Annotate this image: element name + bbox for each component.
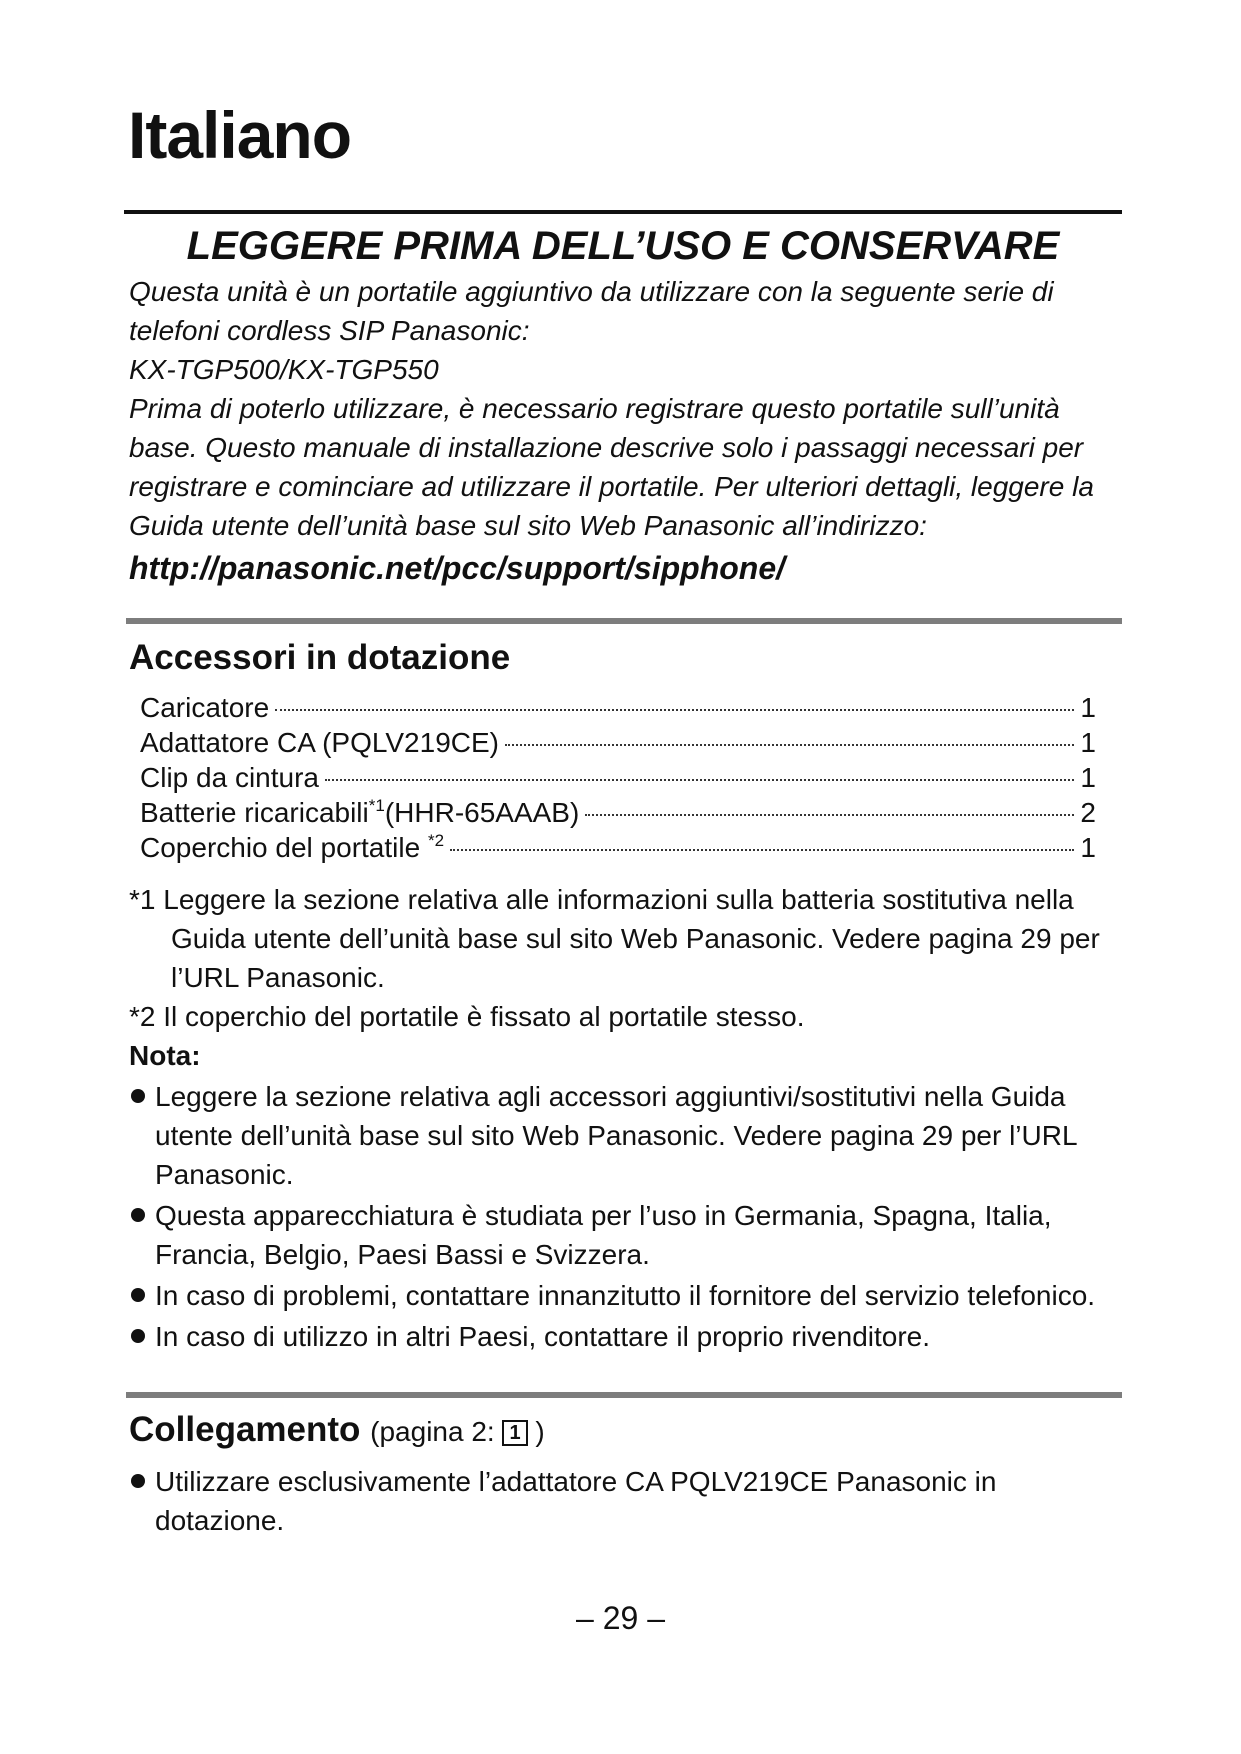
accessory-name: Coperchio del portatile [140, 832, 428, 863]
accessory-item [140, 795, 1096, 830]
title-divider [124, 210, 1122, 214]
note-bullet: Leggere la sezione relativa agli accessori aggiuntivi/sostitutivi nella Guida utente dell’unità base sul sito Web Panasonic. Vedere pagina 29 per l’URL Panasonic. [129, 1077, 1125, 1194]
section-divider [126, 618, 1122, 624]
footnote-marker: *1 [368, 796, 385, 815]
accessory-qty: 1 [1080, 762, 1096, 793]
figure-number-box: 1 [502, 1420, 527, 1446]
footnote: *1 Leggere la sezione relativa alle informazioni sulla batteria sostitutiva nella Guida utente dell’unità base sul sito Web Panasonic. Vedere pagina 29 per l’URL Panasonic. [129, 884, 1100, 993]
section-divider [126, 1392, 1122, 1398]
accessory-model: (HHR-65AAAB) [384, 797, 580, 828]
intro-line: Questa unità è un portatile aggiuntivo da utilizzare con la seguente serie di [129, 276, 1054, 307]
note-bullet: In caso di problemi, contattare innanzitutto il fornitore del servizio telefonico. [129, 1276, 1125, 1315]
accessory-item [140, 725, 1096, 760]
support-url[interactable]: http://panasonic.net/pcc/support/sipphone/ [129, 550, 786, 586]
intro-line: telefoni cordless SIP Panasonic: [129, 315, 530, 346]
page-ref-suffix: ) [535, 1416, 545, 1447]
connection-heading [129, 1408, 545, 1454]
accessory-item [140, 760, 1096, 795]
dot-leader [585, 814, 1074, 816]
note-bullet: In caso di utilizzo in altri Paesi, contattare il proprio rivenditore. [129, 1317, 1125, 1356]
intro-line: registrare e cominciare ad utilizzare il portatile. Per ulteriori dettagli, leggere la [129, 471, 1094, 502]
dot-leader [505, 744, 1074, 746]
dot-leader [275, 709, 1074, 711]
accessories-list [140, 690, 1096, 865]
accessories-notes [129, 880, 1125, 1356]
intro-heading: LEGGERE PRIMA DELL’USO E CONSERVARE [186, 224, 1060, 268]
intro-line: KX-TGP500/KX-TGP550 [129, 354, 439, 385]
accessory-qty: 1 [1080, 832, 1096, 863]
dot-leader [325, 779, 1074, 781]
accessory-name: Caricatore [140, 692, 270, 723]
accessory-item [140, 690, 1096, 725]
intro-line: Prima di poterlo utilizzare, è necessario registrare questo portatile sull’unità [129, 393, 1060, 424]
page-reference [370, 1416, 545, 1447]
connection-title: Collegamento [129, 1410, 361, 1449]
dot-leader [450, 849, 1074, 851]
page-number: – 29 – [576, 1600, 665, 1636]
page-ref-prefix: (pagina 2: [370, 1416, 503, 1447]
note-bullet: Utilizzare esclusivamente l’adattatore CA PQLV219CE Panasonic in dotazione. [129, 1462, 1125, 1540]
footnote: *2 Il coperchio del portatile è fissato al portatile stesso. [129, 1001, 805, 1032]
accessory-qty: 2 [1080, 797, 1096, 828]
page-title: Italiano [128, 98, 352, 172]
accessory-name: Clip da cintura [140, 762, 319, 793]
accessory-item [140, 830, 1096, 865]
note-label: Nota: [129, 1040, 201, 1071]
accessory-name: Adattatore CA (PQLV219CE) [140, 727, 499, 758]
connection-notes [129, 1462, 1125, 1540]
accessories-heading: Accessori in dotazione [129, 638, 511, 677]
intro-line: Guida utente dell’unità base sul sito Web Panasonic all’indirizzo: [129, 510, 927, 541]
intro-text [129, 272, 1119, 545]
accessory-qty: 1 [1080, 692, 1096, 723]
intro-line: base. Questo manuale di installazione descrive solo i passaggi necessari per [129, 432, 1084, 463]
accessory-qty: 1 [1080, 727, 1096, 758]
footnote-marker: *2 [427, 831, 445, 850]
note-bullet: Questa apparecchiatura è studiata per l’uso in Germania, Spagna, Italia, Francia, Belgio, Paesi Bassi e Svizzera. [129, 1196, 1125, 1274]
accessory-name: Batterie ricaricabili [140, 797, 369, 828]
